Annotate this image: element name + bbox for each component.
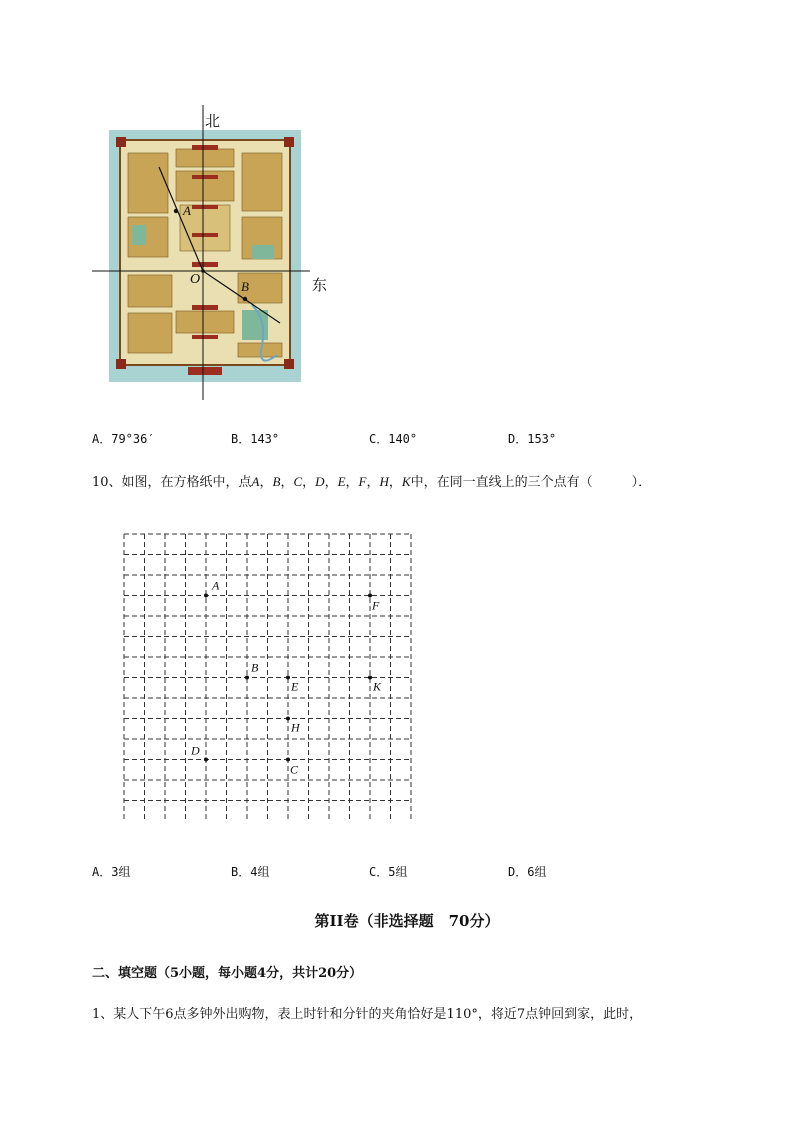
point-A-dot xyxy=(174,209,178,213)
east-label: 东 xyxy=(312,276,328,294)
q10-stem-end: 中，在同一直线上的三个点有（ ）． xyxy=(410,475,652,490)
grid-point-label-c: C xyxy=(290,762,299,777)
grid-point-label-h: H xyxy=(291,720,300,735)
fill-question-1: 1、某人下午6点多钟外出购物，表上时针和分针的夹角恰好是110°，将近7点钟回到家，此时， xyxy=(92,1007,643,1022)
q10-grid-figure xyxy=(120,530,420,820)
grid-point-label-e: E xyxy=(291,679,299,694)
palace-map-svg xyxy=(92,105,332,400)
q10-stem: 10、如图，在方格纸中，点A，B，C，D，E，F，H，K中，在同一直线上的三个点有（ ）． xyxy=(92,474,652,490)
q10-point-name: B xyxy=(272,474,281,489)
q10-stem-start: 10、如图，在方格纸中，点 xyxy=(92,475,252,490)
q10-grid-svg xyxy=(120,530,420,820)
q10-option-c[interactable]: C．5组 xyxy=(369,865,408,879)
palace-map-figure xyxy=(92,105,332,400)
grid-point-a xyxy=(204,594,208,598)
q9-option-b[interactable]: B．143° xyxy=(231,432,280,446)
grid-point-label-f: F xyxy=(372,598,380,613)
origin-label: O xyxy=(190,272,201,287)
grid-point-e xyxy=(286,676,290,680)
q10-point-name: K xyxy=(401,474,411,489)
q10-point-name: A xyxy=(251,474,260,489)
q9-option-c[interactable]: C．140° xyxy=(369,432,418,446)
grid-lines xyxy=(124,534,411,820)
grid-point-f xyxy=(368,594,372,598)
part2-title: 第II卷（非选择题 70分） xyxy=(314,912,500,930)
grid-point-label-a: A xyxy=(212,578,220,593)
north-label: 北 xyxy=(205,112,221,130)
q10-point-name: F xyxy=(358,474,367,489)
q10-point-name: H xyxy=(379,474,389,489)
grid-point-c xyxy=(286,758,290,762)
q10-point-name: E xyxy=(337,474,346,489)
corner-tower xyxy=(284,137,294,147)
grid-point-label-k: K xyxy=(373,679,382,694)
point-b-label: B xyxy=(241,279,249,294)
q9-option-a[interactable]: A．79°36′ xyxy=(92,432,155,446)
grid-point-label-b: B xyxy=(251,660,259,675)
grid-point-b xyxy=(245,676,249,680)
point-a-label: A xyxy=(183,203,191,218)
q10-point-name: D xyxy=(315,474,325,489)
corner-tower xyxy=(116,359,126,369)
q9-option-d[interactable]: D．153° xyxy=(508,432,557,446)
section2-heading: 二、填空题（5小题，每小题4分，共计20分） xyxy=(92,966,363,981)
q10-option-b[interactable]: B．4组 xyxy=(231,865,270,879)
q10-point-name: C xyxy=(293,474,303,489)
q10-option-a[interactable]: A．3组 xyxy=(92,865,131,879)
grid-points xyxy=(190,579,382,777)
grid-point-k xyxy=(368,676,372,680)
grid-point-h xyxy=(286,717,290,721)
q10-option-d[interactable]: D．6组 xyxy=(508,865,547,879)
corner-tower xyxy=(116,137,126,147)
grid-point-label-d: D xyxy=(191,743,200,758)
point-B-dot xyxy=(243,297,247,301)
origin-dot xyxy=(201,269,205,273)
corner-tower xyxy=(284,359,294,369)
grid-point-d xyxy=(204,758,208,762)
